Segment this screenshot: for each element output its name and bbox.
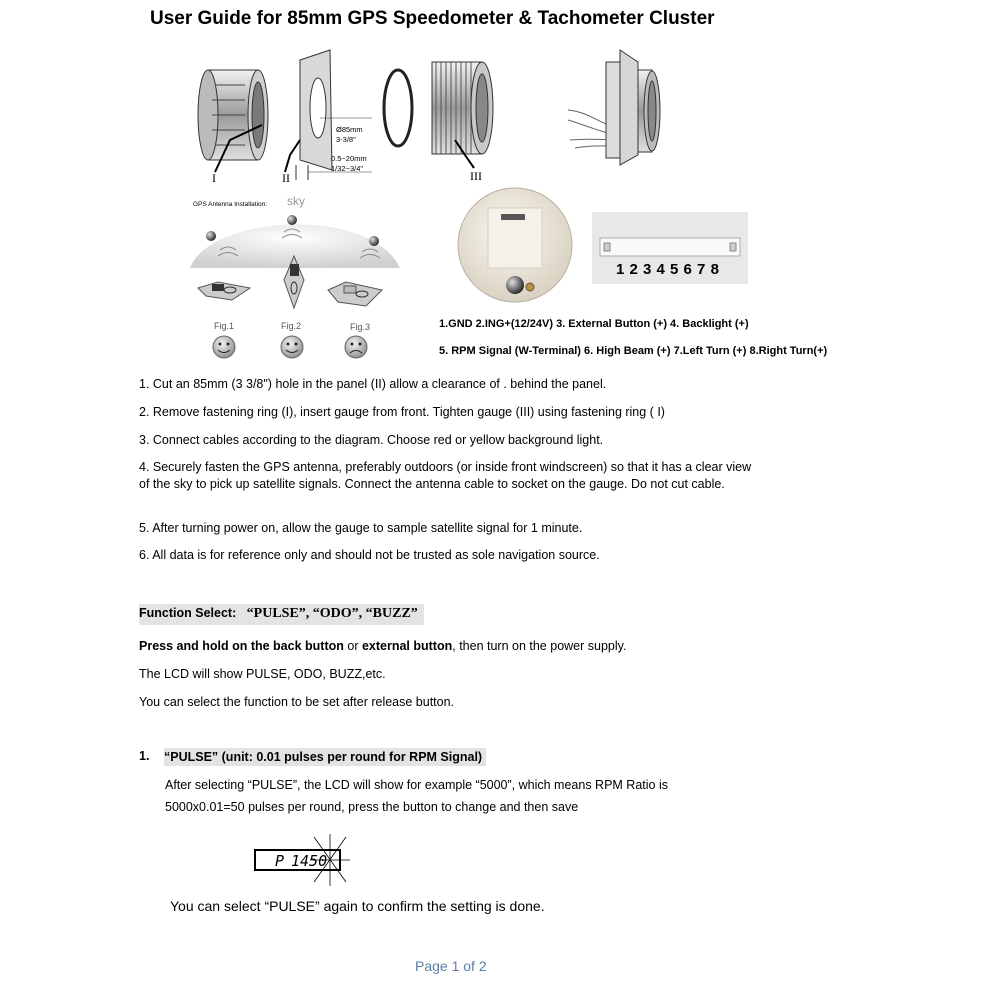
step-1: 1. Cut an 85mm (3 3/8") hole in the panel (II) allow a clearance of . behind the panel. [139, 377, 607, 391]
section-1-number: 1. [139, 749, 150, 763]
function-select-heading [139, 604, 424, 625]
satellite-1 [206, 231, 216, 241]
label-part-ii: II [282, 171, 290, 185]
antenna-caption: GPS Antenna Installation: [193, 201, 268, 208]
connector-body [600, 238, 740, 256]
step-5: 5. After turning power on, allow the gauge to sample satellite signal for 1 minute. [139, 521, 583, 535]
sad-face-icon [345, 336, 367, 358]
pinout-line-1: 1.GND 2.ING+(12/24V) 3. External Button (+) 4. Backlight (+) [439, 318, 749, 330]
gauge-back-photo [458, 188, 572, 302]
connector-pin-numbers: 1 2 3 4 5 6 7 8 [616, 261, 720, 278]
o-ring [384, 70, 412, 146]
page-footer: Page 1 of 2 [415, 958, 487, 974]
lcd-prefix: P [275, 852, 285, 870]
happy-face-1-icon [213, 336, 235, 358]
satellite-3 [369, 236, 379, 246]
external-button-text: external button [361, 639, 453, 653]
step-4: 4. Securely fasten the GPS antenna, preferably outdoors (or inside front windscreen) so that it has a clear view of the sky to pick up satellite signals. Connect the antenna cable to socket on the gauge. Do not cut cable. [139, 460, 752, 491]
sky-label: sky [287, 194, 305, 208]
lcd-show-text: The LCD will show PULSE, ODO, BUZZ,etc. [139, 667, 386, 681]
dim-diameter-in: 3-3/8" [336, 135, 356, 144]
step-3: 3. Connect cables according to the diagram. Choose red or yellow background light. [139, 433, 604, 447]
assembled-gauge [568, 50, 660, 165]
select-function-text: You can select the function to be set after release button. [139, 695, 455, 709]
satellite-2 [287, 215, 297, 225]
fastening-ring-part [198, 70, 268, 172]
function-select-instruction [139, 639, 626, 653]
gauge-body-part [432, 62, 493, 168]
dim-thickness-mm: 0.5~20mm [331, 154, 367, 163]
label-part-i: I [212, 171, 216, 185]
dim-thickness-in: 1/32~3/4" [331, 164, 364, 173]
antenna-flat-fig1 [198, 282, 250, 300]
connector-word: or [343, 639, 362, 653]
back-button-text: Press and hold on the back button [139, 639, 344, 653]
pinout-line-2: 5. RPM Signal (W-Terminal) 6. High Beam (+) 7.Left Turn (+) 8.Right Turn(+) [439, 345, 828, 357]
happy-face-2-icon [281, 336, 303, 358]
fig3-label: Fig.3 [350, 322, 371, 332]
section-1-heading: “PULSE” (unit: 0.01 pulses per round for RPM Signal) [164, 748, 486, 766]
step-6: 6. All data is for reference only and should not be trusted as sole navigation source. [139, 548, 600, 562]
step-2: 2. Remove fastening ring (I), insert gauge from front. Tighten gauge (III) using fastening ring ( I) [139, 405, 665, 419]
section-1-line-1: After selecting “PULSE”, the LCD will show for example “5000”, which means RPM Ratio is [165, 778, 668, 792]
confirm-setting-text: You can select “PULSE” again to confirm the setting is done. [170, 898, 545, 914]
label-part-iii: III [470, 169, 482, 183]
fig1-label: Fig.1 [214, 321, 235, 331]
fig2-label: Fig.2 [281, 321, 302, 331]
section-1-line-2: 5000x0.01=50 pulses per round, press the button to change and then save [165, 800, 579, 814]
dim-diameter-mm: Ø85mm [336, 125, 363, 134]
function-select-label: Function Select: [139, 606, 237, 620]
lcd-value: 1450 [291, 852, 328, 870]
page-title: User Guide for 85mm GPS Speedometer & Tachometer Cluster [150, 8, 715, 29]
antenna-inverted-fig3 [328, 282, 382, 306]
lcd-pulse-display [250, 832, 360, 887]
power-supply-text: , then turn on the power supply. [452, 639, 627, 653]
function-select-options: “PULSE”, “ODO”, “BUZZ” [246, 606, 418, 621]
